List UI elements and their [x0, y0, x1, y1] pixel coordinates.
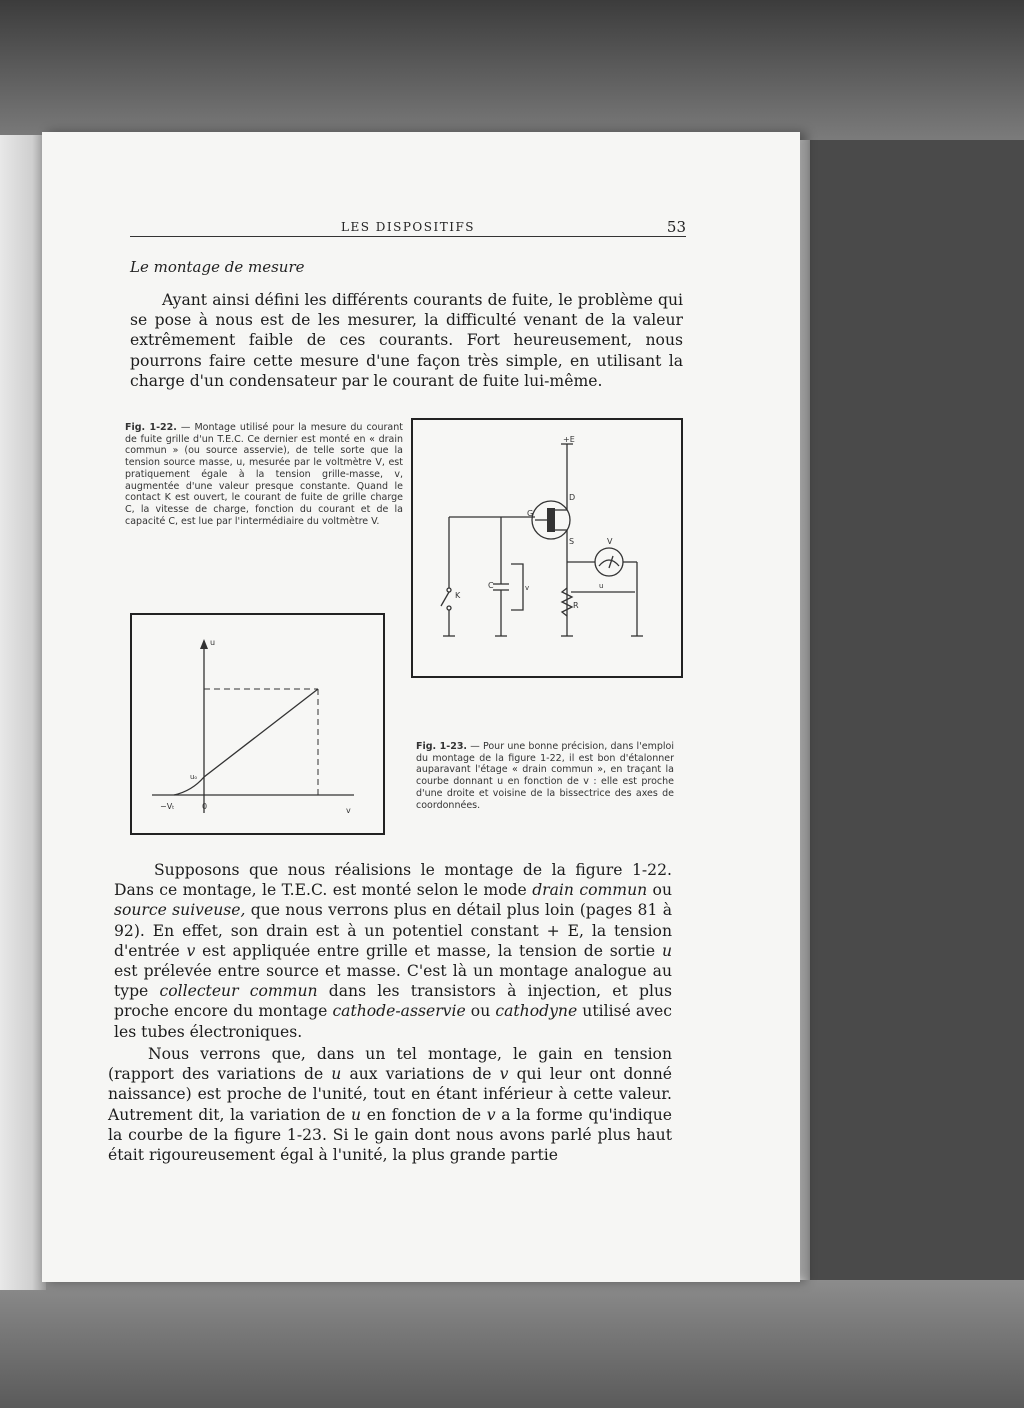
voltmeter-needle — [609, 556, 613, 568]
figure-1-23-caption-text: — Pour une bonne précision, dans l'emploi du montage de la figure 1-22, il est bon d'étalonner auparavant l'étage « drain commun », en traçant la courbe donnant u en fonction de v : elle est proche d'une droite et voisine de la bissectrice des axes de coordonnées. — [416, 741, 674, 811]
transistor-channel — [547, 508, 555, 532]
neg-x-label: −Vₜ — [160, 802, 175, 811]
paragraph-2-text-6: dans les transistors à injection, et plus proche encore du montage — [114, 982, 672, 1021]
y-axis-label: u — [210, 638, 216, 647]
paragraph-2-text-4: est appliquée entre grille et masse, la tension de sortie — [195, 941, 662, 960]
paragraph-3-text-2: aux variations de — [341, 1065, 500, 1084]
running-header — [130, 218, 686, 236]
scan-background-bottom — [0, 1280, 1024, 1408]
paragraph-2-text-7: ou — [465, 1002, 496, 1021]
scan-background-top — [0, 0, 1024, 140]
paragraph-3-emphasis-3: u — [351, 1105, 362, 1124]
facing-page-edge — [0, 135, 46, 1290]
paragraph-2-text-3: que nous verrons plus en détail plus loin (pages 81 à 92). En effet, son drain est à un potentiel constant + E, la tension d'entrée — [114, 901, 672, 960]
figure-1-22-caption — [125, 422, 403, 527]
running-title: LES DISPOSITIFS — [340, 220, 475, 234]
paragraph-2-emphasis-6: cathode-asservie — [332, 1002, 466, 1021]
x-axis-label: v — [346, 806, 351, 815]
paragraph-3-emphasis-1: u — [331, 1065, 342, 1084]
paragraph-3-text-4: en fonction de — [361, 1105, 487, 1124]
paragraph-3-text-1: Nous verrons que, dans un tel montage, le gain en tension (rapport des variations de — [108, 1045, 672, 1084]
figure-1-22-label: Fig. 1-22. — [125, 422, 177, 433]
u-label: u — [599, 582, 604, 590]
paragraph-2-text-2: ou — [647, 881, 672, 900]
figure-1-23-caption — [416, 741, 674, 811]
paragraph-2-emphasis-5: collecteur commun — [159, 982, 318, 1001]
v-bracket — [511, 564, 523, 610]
figure-1-22-circuit — [411, 418, 683, 678]
paragraph-2-text-8: utilisé avec les tubes électroniques. — [114, 1002, 673, 1041]
supply-label: +E — [563, 435, 575, 444]
voltmeter-scale — [599, 560, 619, 566]
v-label: v — [525, 584, 530, 592]
paragraph-2-emphasis-4: u — [661, 941, 672, 960]
intercept-label: uₒ — [190, 773, 198, 781]
paragraph-2-emphasis-7: cathodyne — [495, 1002, 578, 1021]
paragraph-3-text-5: a la forme qu'indique la courbe de la figure 1-23. Si le gain dont nous avons parlé plus haut était rigoureusement égal à l'unité, la plus grande partie — [108, 1105, 672, 1165]
switch-blade — [441, 592, 449, 606]
header-rule — [130, 236, 686, 237]
paragraph-2 — [114, 860, 672, 1042]
voltmeter-symbol — [595, 548, 623, 576]
source-label: S — [569, 537, 575, 546]
paragraph-3-emphasis-4: v — [486, 1105, 496, 1124]
paragraph-2-text-1: Supposons que nous réalisions le montage de la figure 1-22. Dans ce montage, le T.E.C. est monté selon le mode — [114, 861, 672, 900]
y-axis-arrow — [200, 639, 208, 649]
switch-contact-top — [447, 588, 451, 592]
switch-label: K — [455, 591, 461, 600]
gate-label: G — [527, 509, 534, 518]
drain-label: D — [569, 493, 576, 502]
transfer-curve — [132, 615, 383, 833]
capacitor-label: C — [488, 581, 494, 590]
switch-contact-bottom — [447, 606, 451, 610]
page-number: 53 — [666, 218, 686, 236]
figure-1-23-graph — [130, 613, 385, 835]
meter-label: V — [607, 537, 613, 546]
resistor-label: R — [573, 601, 579, 610]
origin-label: 0 — [202, 802, 208, 811]
paragraph-3 — [108, 1044, 672, 1165]
paragraph-3-emphasis-2: v — [499, 1065, 509, 1084]
intro-paragraph: Ayant ainsi défini les différents courants de fuite, le problème qui se pose à nous est de les mesurer, la difficulté venant de la valeur extrêmement faible de ces courants. Fort heureusement, nous pourrons faire cette mesure d'une façon très simple, en utilisant la charge d'un condensateur par le courant de fuite lui-même. — [130, 291, 683, 390]
paragraph-2-emphasis-3: v — [186, 941, 196, 960]
circuit-diagram — [413, 420, 681, 676]
section-title: Le montage de mesure — [130, 258, 305, 276]
paragraph-2-emphasis-2: source suiveuse, — [114, 901, 246, 920]
figure-1-22-caption-text: — Montage utilisé pour la mesure du courant de fuite grille d'un T.E.C. Ce dernier est monté en « drain commun » (ou source asservie), de telle sorte que la tension source masse, u, mesurée par le voltmètre V, est pratiquement égale à la tension grille-masse, v, augmentée d'une valeur presque constante. Quand le contact K est ouvert, le courant de fuite de grille charge C, la vitesse de charge, fonction du courant et de la capacité C, est lue par l'intermédiaire du voltmètre V. — [125, 422, 403, 527]
figure-1-23-label: Fig. 1-23. — [416, 741, 468, 752]
paragraph-2-emphasis-1: drain commun — [532, 881, 648, 900]
paragraph-2-text-5: est prélevée entre source et masse. C'est là un montage analogue au type — [114, 962, 672, 1001]
paragraph-3-text-3: qui leur ont donné naissance) est proche de l'unité, tout en étant inférieur à cette valeur. Autrement dit, la variation de — [108, 1065, 672, 1124]
